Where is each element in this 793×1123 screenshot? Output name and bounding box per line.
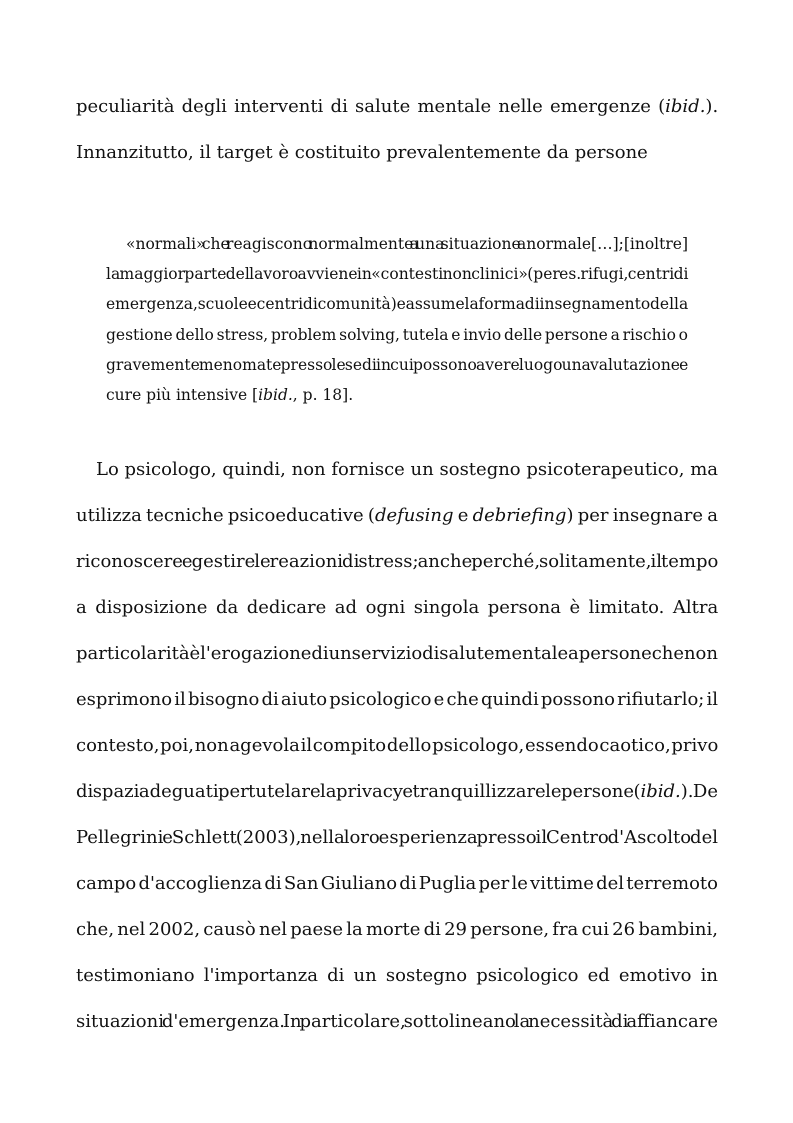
paragraph-1 xyxy=(76,84,718,176)
quote-line: cure più intensive [ibid., p. 18]. xyxy=(106,386,354,405)
text-line: utilizza tecniche psicoeducative (defusing e debriefing) per insegnare a xyxy=(76,505,718,526)
text-line: Lo psicologo, quindi, non fornisce un sostegno psicoterapeutico, ma xyxy=(96,459,718,480)
ibid-citation: ibid. xyxy=(640,781,681,802)
text-line: riconoscere e gestire le reazioni di stress; anche perché, solitamente, il tempo xyxy=(76,551,719,572)
ibid-citation: ibid. xyxy=(258,386,293,405)
quote-line: gravemente menomate presso le sedi in cui possono avere luogo una valutazione e xyxy=(106,355,689,374)
text-line: Pellegrini e Schlett (2003), nella loro esperienza presso il Centro d'Ascolto del xyxy=(76,827,718,848)
text-line: campo d'accoglienza di San Giuliano di Puglia per le vittime del terremoto xyxy=(76,873,718,894)
term-debriefing: debriefing xyxy=(472,505,567,526)
text-line: peculiarità degli interventi di salute mentale nelle emergenze (ibid.). xyxy=(76,96,719,117)
text-line: esprimono il bisogno di aiuto psicologico e che quindi possono rifiutarlo; il xyxy=(76,689,719,710)
ibid-citation: ibid. xyxy=(665,96,706,117)
quote-line: gestione dello stress, problem solving, tutela e invio delle persone a rischio o xyxy=(106,325,688,344)
text-line: particolarità è l'erogazione di un servizio di salute mentale a persone che non xyxy=(76,643,718,664)
block-quote xyxy=(106,229,688,410)
text-line: di spazi adeguati per tutelare la privacy e tranquillizzare le persone (ibid.). De xyxy=(76,781,719,802)
quote-line: emergenza, scuole e centri di comunità) e assume la forma di insegnamento della xyxy=(106,295,689,314)
text-line: contesto, poi, non agevola il compito dello psicologo, essendo caotico, privo xyxy=(76,735,719,756)
text-line: che, nel 2002, causò nel paese la morte di 29 persone, fra cui 26 bambini, xyxy=(76,919,718,940)
text-line: situazioni d'emergenza. In particolare, sottolineano la necessità di affiancare xyxy=(76,1011,718,1032)
term-defusing: defusing xyxy=(374,505,454,526)
text-line: testimoniano l'importanza di un sostegno psicologico ed emotivo in xyxy=(76,965,718,986)
text-line: Innanzitutto, il target è costituito prevalentemente da persone xyxy=(76,142,648,163)
quote-line: «normali» che reagiscono normalmente a una situazione anormale[…];[inoltre] xyxy=(126,235,688,253)
quote-line: la maggior parte del lavoro avviene in «contesti non clinici» (per es. rifugi, centri di xyxy=(106,265,689,284)
text-line: a disposizione da dedicare ad ogni singola persona è limitato. Altra xyxy=(76,597,719,618)
paragraph-2 xyxy=(76,447,718,1045)
